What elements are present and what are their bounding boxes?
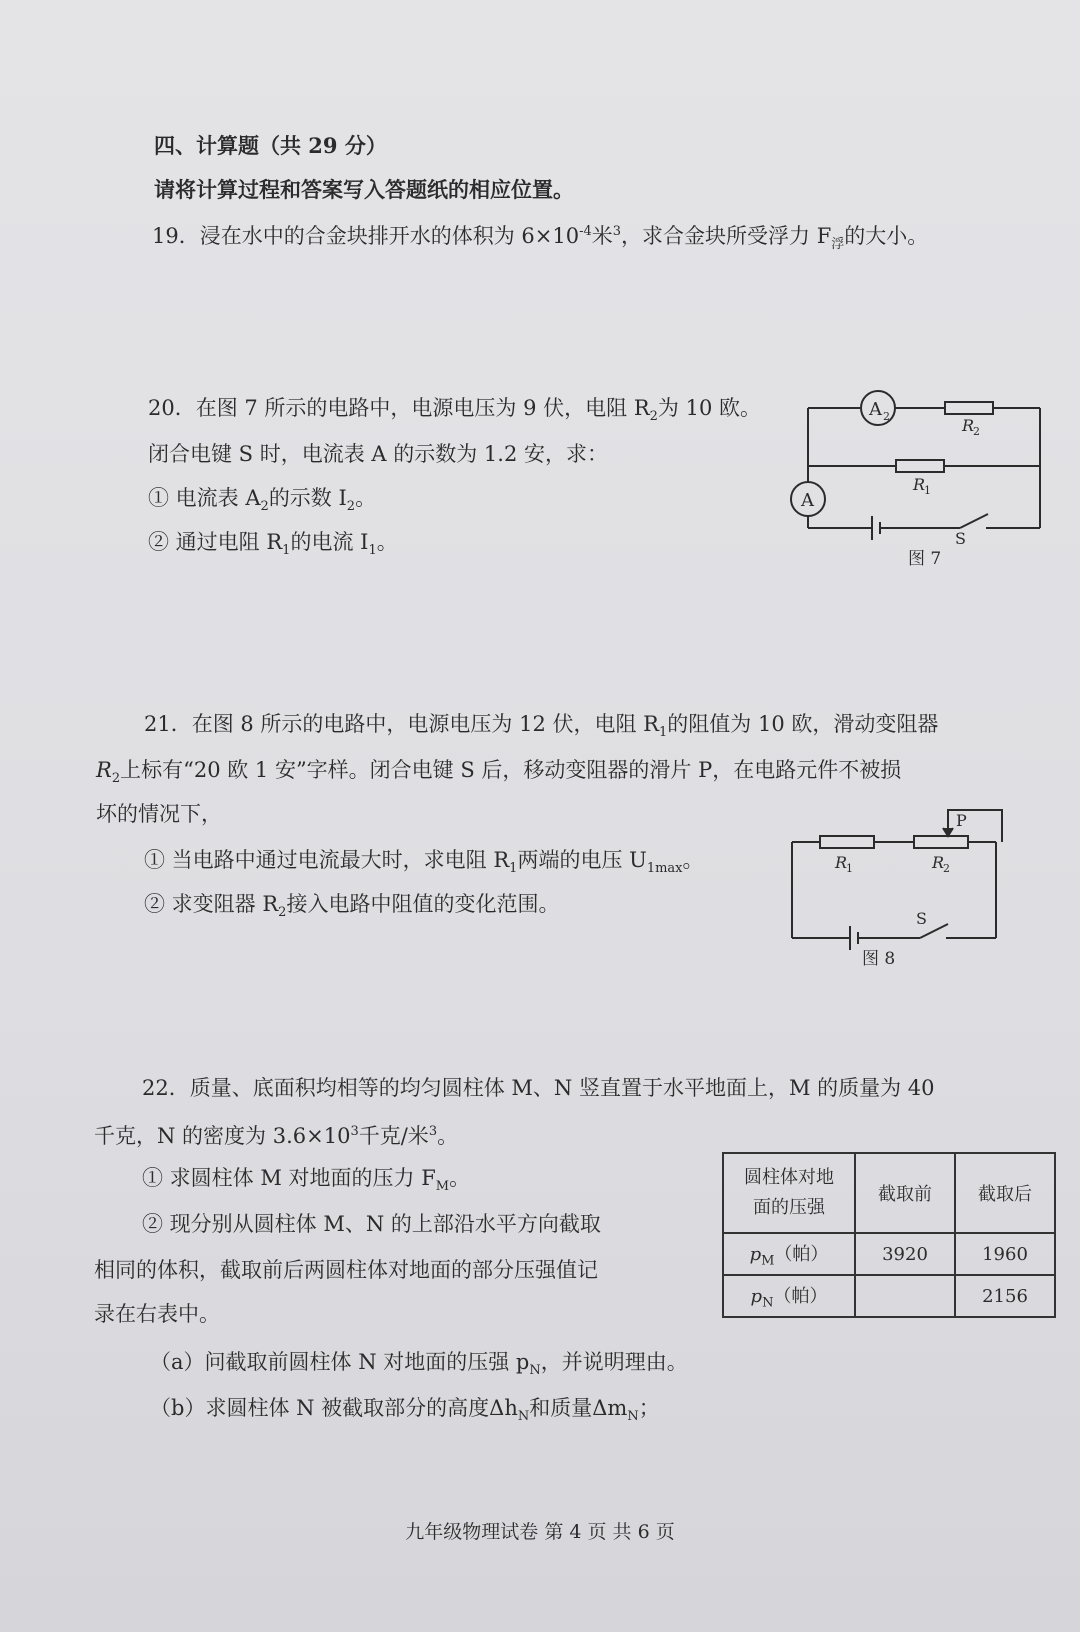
- pn-sub: N: [762, 1295, 774, 1311]
- circuit-figure-8: [780, 806, 1040, 976]
- question-21-line1: [144, 710, 938, 747]
- q21-text-end: 的阻值为 10 欧，滑动变阻器: [667, 712, 939, 736]
- q22-unit-exp: 3: [428, 1124, 438, 1139]
- question-22-item1: [142, 1164, 470, 1201]
- q22-sub-a-end: ，并说明理由。: [540, 1350, 688, 1374]
- question-22-sub-b: [150, 1394, 660, 1431]
- section-title: 四、计算题（共 29 分）: [154, 133, 387, 158]
- q20-item2-text: ② 通过电阻 R: [148, 530, 283, 554]
- q19-text-force: ，求合金块所受浮力 F: [621, 224, 832, 248]
- q19-unit: 米: [591, 224, 613, 248]
- slider-p-label: P: [956, 811, 967, 830]
- table-header-label: [723, 1153, 855, 1233]
- ammeter-a2-sub: 2: [883, 410, 890, 423]
- q22-end: 。: [437, 1124, 459, 1148]
- question-22-item2-line1: ② 现分别从圆柱体 M、N 的上部沿水平方向截取: [142, 1212, 601, 1236]
- r2-label: R: [962, 416, 975, 435]
- r2-sub: 2: [973, 425, 980, 438]
- q20-item2-sub: 1: [282, 543, 291, 559]
- question-22-item2-line3: 录在右表中。: [94, 1302, 220, 1326]
- q22-unit: 千克/米: [358, 1124, 429, 1148]
- pm-after: 1960: [955, 1233, 1055, 1275]
- q20-item2-text2: 的电流 I: [290, 530, 369, 554]
- q20-item2-end: 。: [376, 530, 398, 554]
- pn-symbol: p: [750, 1285, 763, 1307]
- q22-sub-a-sub: N: [529, 1363, 541, 1379]
- resistor-r1-icon: [820, 836, 874, 848]
- figure-8-caption: 图 8: [862, 949, 896, 969]
- q20-item1-text: ① 电流表 A: [148, 486, 261, 510]
- r2-label: R: [932, 853, 945, 872]
- q20-item1-end: 。: [355, 486, 377, 510]
- question-22-line2: [94, 1118, 458, 1150]
- pm-sub: M: [761, 1253, 775, 1269]
- question-21-line2: [96, 756, 901, 793]
- q19-text: 19．浸在水中的合金块排开水的体积为 6×10: [152, 224, 580, 248]
- question-22-item2-line2: 相同的体积，截取前后两圆柱体对地面的部分压强值记: [94, 1258, 598, 1282]
- resistor-r1-icon: [896, 460, 944, 472]
- table-header-after: 截取后: [955, 1153, 1055, 1233]
- q22-item1-end: 。: [449, 1166, 471, 1190]
- question-20-line1: [148, 394, 761, 431]
- q22-sub-b-text2: 和质量Δm: [529, 1396, 628, 1420]
- switch-icon: [960, 514, 988, 528]
- ammeter-a2-label: A: [869, 399, 882, 420]
- q20-item2-sub2: 1: [368, 543, 377, 559]
- q20-text-end: 为 10 欧。: [657, 396, 761, 420]
- r1-sub: 1: [924, 484, 931, 497]
- pn-unit: （帕）: [773, 1285, 828, 1307]
- table-row: [723, 1275, 1055, 1317]
- row-pn-label: [723, 1275, 855, 1317]
- header-line1: 圆柱体对地: [744, 1167, 834, 1188]
- q20-item1-sub2: 2: [346, 499, 356, 515]
- switch-label: S: [955, 529, 966, 548]
- q22-sub-b-sub: N: [517, 1409, 530, 1425]
- table-header-before: 截取前: [855, 1153, 955, 1233]
- q21-item1-text: ① 当电路中通过电流最大时，求电阻 R: [144, 848, 510, 872]
- question-20-item2: [148, 528, 398, 565]
- q22-sub-b-sub2: N: [627, 1409, 639, 1425]
- page-footer: 九年级物理试卷 第 4 页 共 6 页: [405, 1521, 675, 1543]
- question-20-item1: [148, 484, 376, 521]
- q21-r2-sub: 2: [111, 771, 121, 787]
- q19-exponent: -4: [579, 224, 592, 239]
- rheostat-r2-icon: [914, 836, 968, 848]
- q19-unit-exponent: 3: [612, 224, 622, 239]
- q21-r2: R: [96, 758, 112, 782]
- pressure-table: [722, 1152, 1056, 1318]
- q21-item1-sub: 1: [509, 861, 518, 877]
- q20-text: 20．在图 7 所示的电路中，电源电压为 9 伏，电阻 R: [148, 396, 650, 420]
- question-20-line2: 闭合电键 S 时，电流表 A 的示数为 1.2 安，求：: [148, 442, 608, 466]
- r1-label: R: [913, 475, 926, 494]
- q21-item1-end: 。: [682, 848, 704, 872]
- q20-item1-sub: 2: [260, 499, 269, 515]
- r1-label: R: [835, 853, 848, 872]
- pn-before: [855, 1275, 955, 1317]
- q21-line2-text: 上标有“20 欧 1 安”字样。闭合电键 S 后，移动变阻器的滑片 P，在电路元件不被损: [120, 758, 902, 782]
- pm-unit: （帕）: [774, 1243, 829, 1265]
- q22-item1-sub: M: [435, 1179, 450, 1195]
- q20-subscript: 2: [649, 409, 658, 425]
- q21-item1-sub2: 1max: [646, 861, 683, 877]
- q22-sub-a-text: （a）问截取前圆柱体 N 对地面的压强 p: [150, 1350, 530, 1374]
- row-pm-label: [723, 1233, 855, 1275]
- q22-exp: 3: [350, 1124, 359, 1139]
- q22-density: 千克，N 的密度为 3.6×10: [94, 1124, 351, 1148]
- r1-sub: 1: [846, 862, 853, 875]
- circuit-figure-7: [790, 386, 1050, 576]
- section-instruction: 请将计算过程和答案写入答题纸的相应位置。: [154, 177, 574, 202]
- table-row: [723, 1233, 1055, 1275]
- pm-before: 3920: [855, 1233, 955, 1275]
- question-22-sub-a: [150, 1348, 688, 1385]
- question-21-item2: [144, 890, 559, 927]
- q20-item1-text2: 的示数 I: [268, 486, 347, 510]
- q22-sub-b-text: （b）求圆柱体 N 被截取部分的高度Δh: [150, 1396, 518, 1420]
- q22-sub-b-end: ；: [638, 1396, 660, 1420]
- q21-subscript: 1: [659, 725, 668, 741]
- switch-label: S: [916, 909, 927, 928]
- q21-text: 21．在图 8 所示的电路中，电源电压为 12 伏，电阻 R: [144, 712, 659, 736]
- q21-item2-sub: 2: [278, 905, 287, 921]
- question-22-line1: 22．质量、底面积均相等的均匀圆柱体 M、N 竖直置于水平地面上，M 的质量为 40: [142, 1076, 935, 1100]
- q21-item2-text: ② 求变阻器 R: [144, 892, 279, 916]
- figure-7-caption: 图 7: [908, 549, 942, 569]
- question-19: [152, 218, 928, 259]
- pm-symbol: p: [749, 1243, 762, 1265]
- question-21-line3: 坏的情况下，: [96, 802, 222, 826]
- q21-item2-end: 接入电路中阻值的变化范围。: [286, 892, 560, 916]
- ammeter-a-label: A: [801, 490, 814, 511]
- question-21-item1: [144, 846, 704, 883]
- q21-item1-text2: 两端的电压 U: [517, 848, 647, 872]
- q19-subscript: 浮: [831, 237, 845, 253]
- resistor-r2-icon: [945, 402, 993, 414]
- q19-text-end: 的大小。: [844, 224, 929, 248]
- q22-item1-text: ① 求圆柱体 M 对地面的压力 F: [142, 1166, 436, 1190]
- pn-after: 2156: [955, 1275, 1055, 1317]
- table-header-row: [723, 1153, 1055, 1233]
- header-line2: 面的压强: [753, 1197, 825, 1218]
- r2-sub: 2: [943, 862, 950, 875]
